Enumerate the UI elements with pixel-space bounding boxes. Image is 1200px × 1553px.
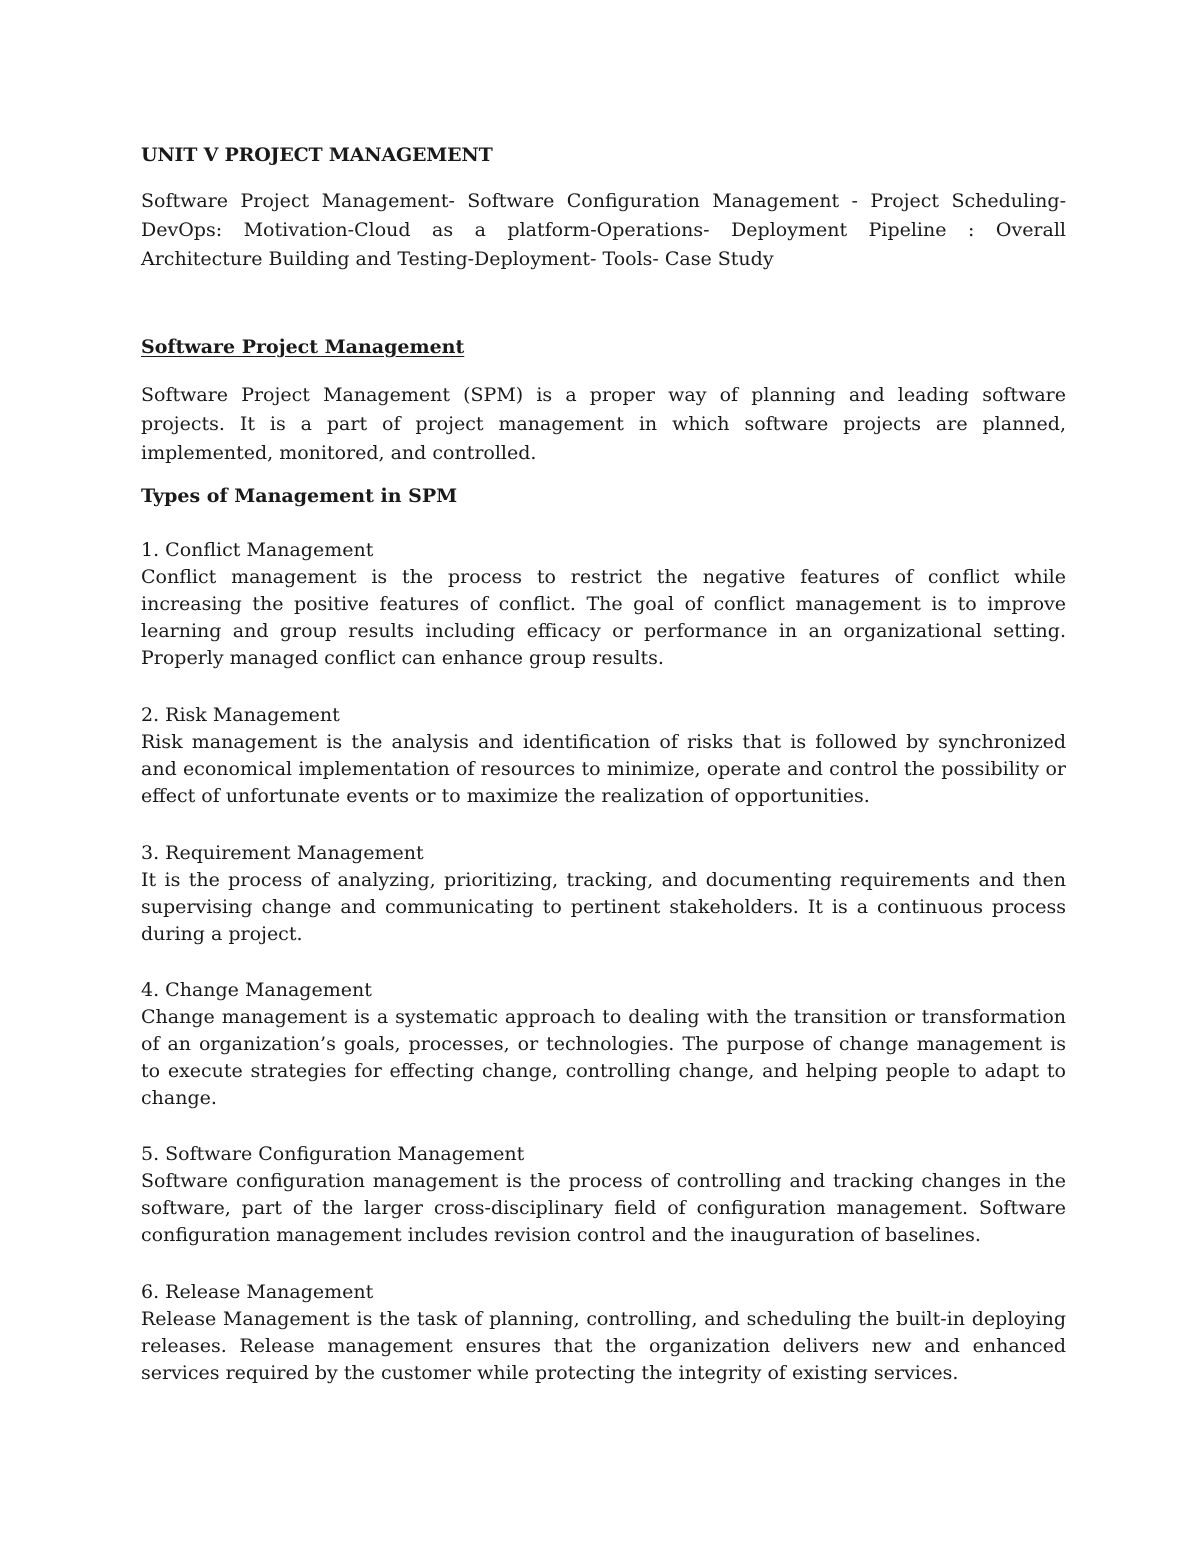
item-title: 5. Software Configuration Management <box>141 1143 525 1165</box>
item-title: 2. Risk Management <box>141 704 340 726</box>
item-body: Conflict management is the process to restrict the negative features of conflict while increasing the positive features of conflict. The goal of conflict management is to improve learning and group results including efficacy or performance in an organizational setting. Properly managed conflict can enhance group results. <box>141 566 1066 669</box>
list-item-software-configuration-management <box>141 1141 1066 1249</box>
item-body: Risk management is the analysis and identification of risks that is followed by synchronized and economical implementation of resources to minimize, operate and control the possibility or effect of unfortunate events or to maximize the realization of opportunities. <box>141 731 1066 807</box>
item-title: 1. Conflict Management <box>141 539 374 561</box>
section-heading: Software Project Management <box>141 336 465 358</box>
item-body: It is the process of analyzing, prioritizing, tracking, and documenting requirements and then supervising change and communicating to pertinent stakeholders. It is a continuous process during a project. <box>141 869 1066 945</box>
item-title: 4. Change Management <box>141 979 372 1001</box>
item-body: Change management is a systematic approach to dealing with the transition or transformation of an organization’s goals, processes, or technologies. The purpose of change management is to execute strategies for effecting change, controlling change, and helping people to adapt to change. <box>141 1006 1066 1109</box>
item-body: Release Management is the task of planning, controlling, and scheduling the built-in deploying releases. Release management ensures that the organization delivers new and enhanced services required by the customer while protecting the integrity of existing services. <box>141 1308 1066 1384</box>
list-item-requirement-management <box>141 840 1066 948</box>
item-body: Software configuration management is the process of controlling and tracking changes in the software, part of the larger cross-disciplinary field of configuration management. Software configuration management includes revision control and the inauguration of baselines. <box>141 1170 1066 1246</box>
list-item-change-management <box>141 977 1066 1112</box>
intro-paragraph: Software Project Management (SPM) is a proper way of planning and leading software projects. It is a part of project management in which software projects are planned, implemented, monitored, and controlled. <box>141 384 1066 464</box>
list-item-conflict-management <box>141 537 1066 672</box>
unit-title: UNIT V PROJECT MANAGEMENT <box>141 144 493 166</box>
item-title: 3. Requirement Management <box>141 842 424 864</box>
list-item-release-management <box>141 1279 1066 1387</box>
syllabus-paragraph: Software Project Management- Software Configuration Management - Project Scheduling- DevOps: Motivation-Cloud as a platform-Operations- Deployment Pipeline : Overall Architecture Building and Testing-Deployment- Tools- Case Study <box>141 190 1066 270</box>
list-item-risk-management <box>141 702 1066 810</box>
types-heading: Types of Management in SPM <box>141 485 458 507</box>
item-title: 6. Release Management <box>141 1281 374 1303</box>
